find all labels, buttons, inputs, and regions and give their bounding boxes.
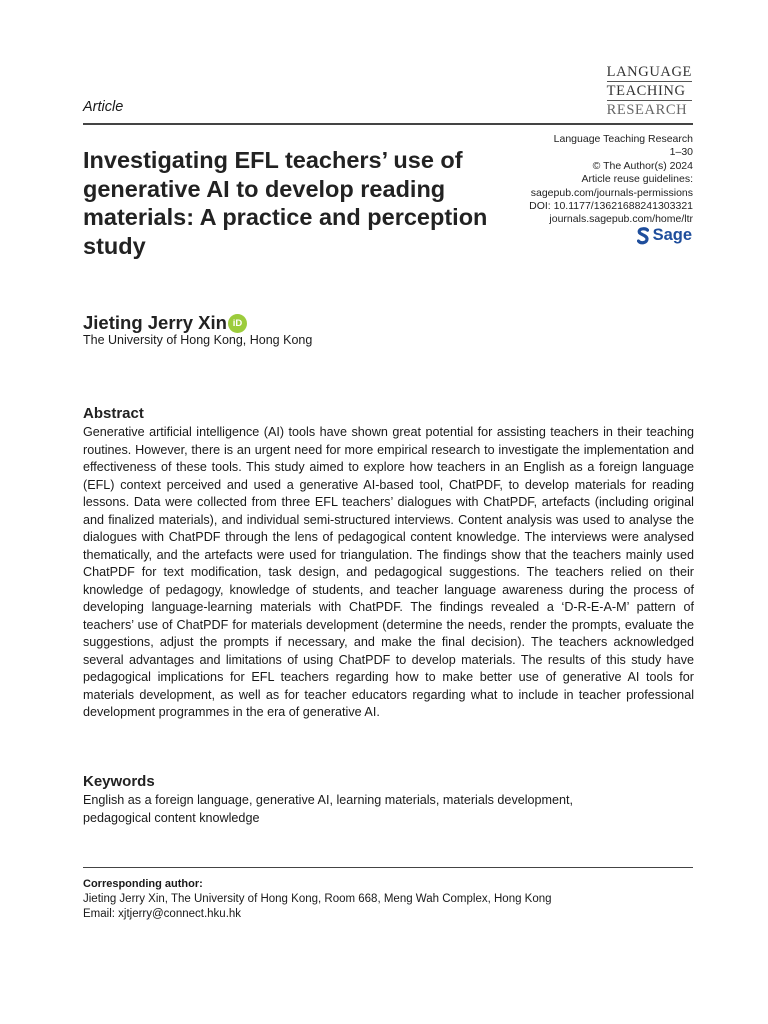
journal-logo-line-2: TEACHING	[607, 83, 692, 101]
article-title: Investigating EFL teachers’ use of generative AI to develop reading materials: A practice and perception study	[83, 147, 488, 259]
keywords-text: English as a foreign language, generative AI, learning materials, materials development, pedagogical content knowledge	[83, 793, 574, 825]
permissions-link[interactable]: sagepub.com/journals-permissions	[530, 186, 693, 199]
sage-s-icon	[637, 227, 649, 245]
journal-logo-line-1: LANGUAGE	[606, 64, 692, 80]
author-name-row	[83, 312, 247, 334]
corresponding-author-email[interactable]: Email: xjtjerry@connect.hku.hk	[83, 908, 242, 920]
author-affiliation: The University of Hong Kong, Hong Kong	[83, 333, 313, 347]
journal-logo	[607, 64, 692, 118]
keywords-heading: Keywords	[83, 773, 155, 790]
reuse-label: Article reuse guidelines:	[581, 173, 693, 186]
abstract-text: Generative artificial intelligence (AI) tools have shown great potential for assisting teachers in their teaching routines. However, there is an urgent need for more empirical research to investigate the implementation and effectiveness of these tools. This study aimed to explore how teachers in an English as a foreign language (EFL) context perceived and used a generative AI-based tool, ChatPDF, to develop materials for reading lessons. Data were collected from three EFL teachers’ dialogues with ChatPDF, artefacts (including original and finalized materials), and individual semi-structured interviews. Content analysis was used to analyse the dialogues with ChatPDF through the lens of pedagogical content knowledge. The interviews were analysed thematically, and the artefacts were used for triangulation. The findings show that the teachers mainly used ChatPDF for text modification, task design, and pedagogical suggestions. The teachers relied on their knowledge of pedagogy, knowledge of students, and teacher language awareness during the process of developing language-learning materials with ChatPDF. The findings revealed a ‘D-R-E-A-M’ pattern of teachers’ use of ChatPDF for materials development (determine the needs, render the prompts, evaluate the suggestions, adjust the prompts if necessary, and make the final decision). The teachers acknowledged several advantages and limitations of using ChatPDF to develop materials. The results of this study have pedagogical implications for EFL teachers regarding how to make better use of generative AI tools for materials development, as well as for teacher educators regarding what to include in teacher professional development programmes in the era of generative AI.	[83, 425, 694, 719]
corresponding-author-label: Corresponding author:	[83, 878, 203, 890]
abstract-heading: Abstract	[83, 405, 144, 422]
doi[interactable]: DOI: 10.1177/13621688241303321	[529, 200, 693, 213]
journal-homepage-link[interactable]: journals.sagepub.com/home/ltr	[549, 213, 693, 226]
orcid-icon[interactable]: iD	[228, 314, 247, 333]
header-divider	[83, 123, 693, 125]
article-metadata	[453, 133, 693, 227]
publisher-name: Sage	[652, 226, 692, 244]
corresponding-author-address: Jieting Jerry Xin, The University of Hong Kong, Room 668, Meng Wah Complex, Hong Kong	[83, 893, 552, 905]
journal-logo-line-3: RESEARCH	[606, 102, 688, 118]
publisher-logo	[637, 226, 692, 245]
page-range: 1–30	[669, 146, 693, 159]
footnote-divider	[83, 867, 693, 868]
journal-name: Language Teaching Research	[553, 133, 693, 145]
copyright: © The Author(s) 2024	[592, 159, 693, 172]
article-type: Article	[83, 99, 124, 115]
author-name: Jieting Jerry Xin	[83, 312, 227, 333]
